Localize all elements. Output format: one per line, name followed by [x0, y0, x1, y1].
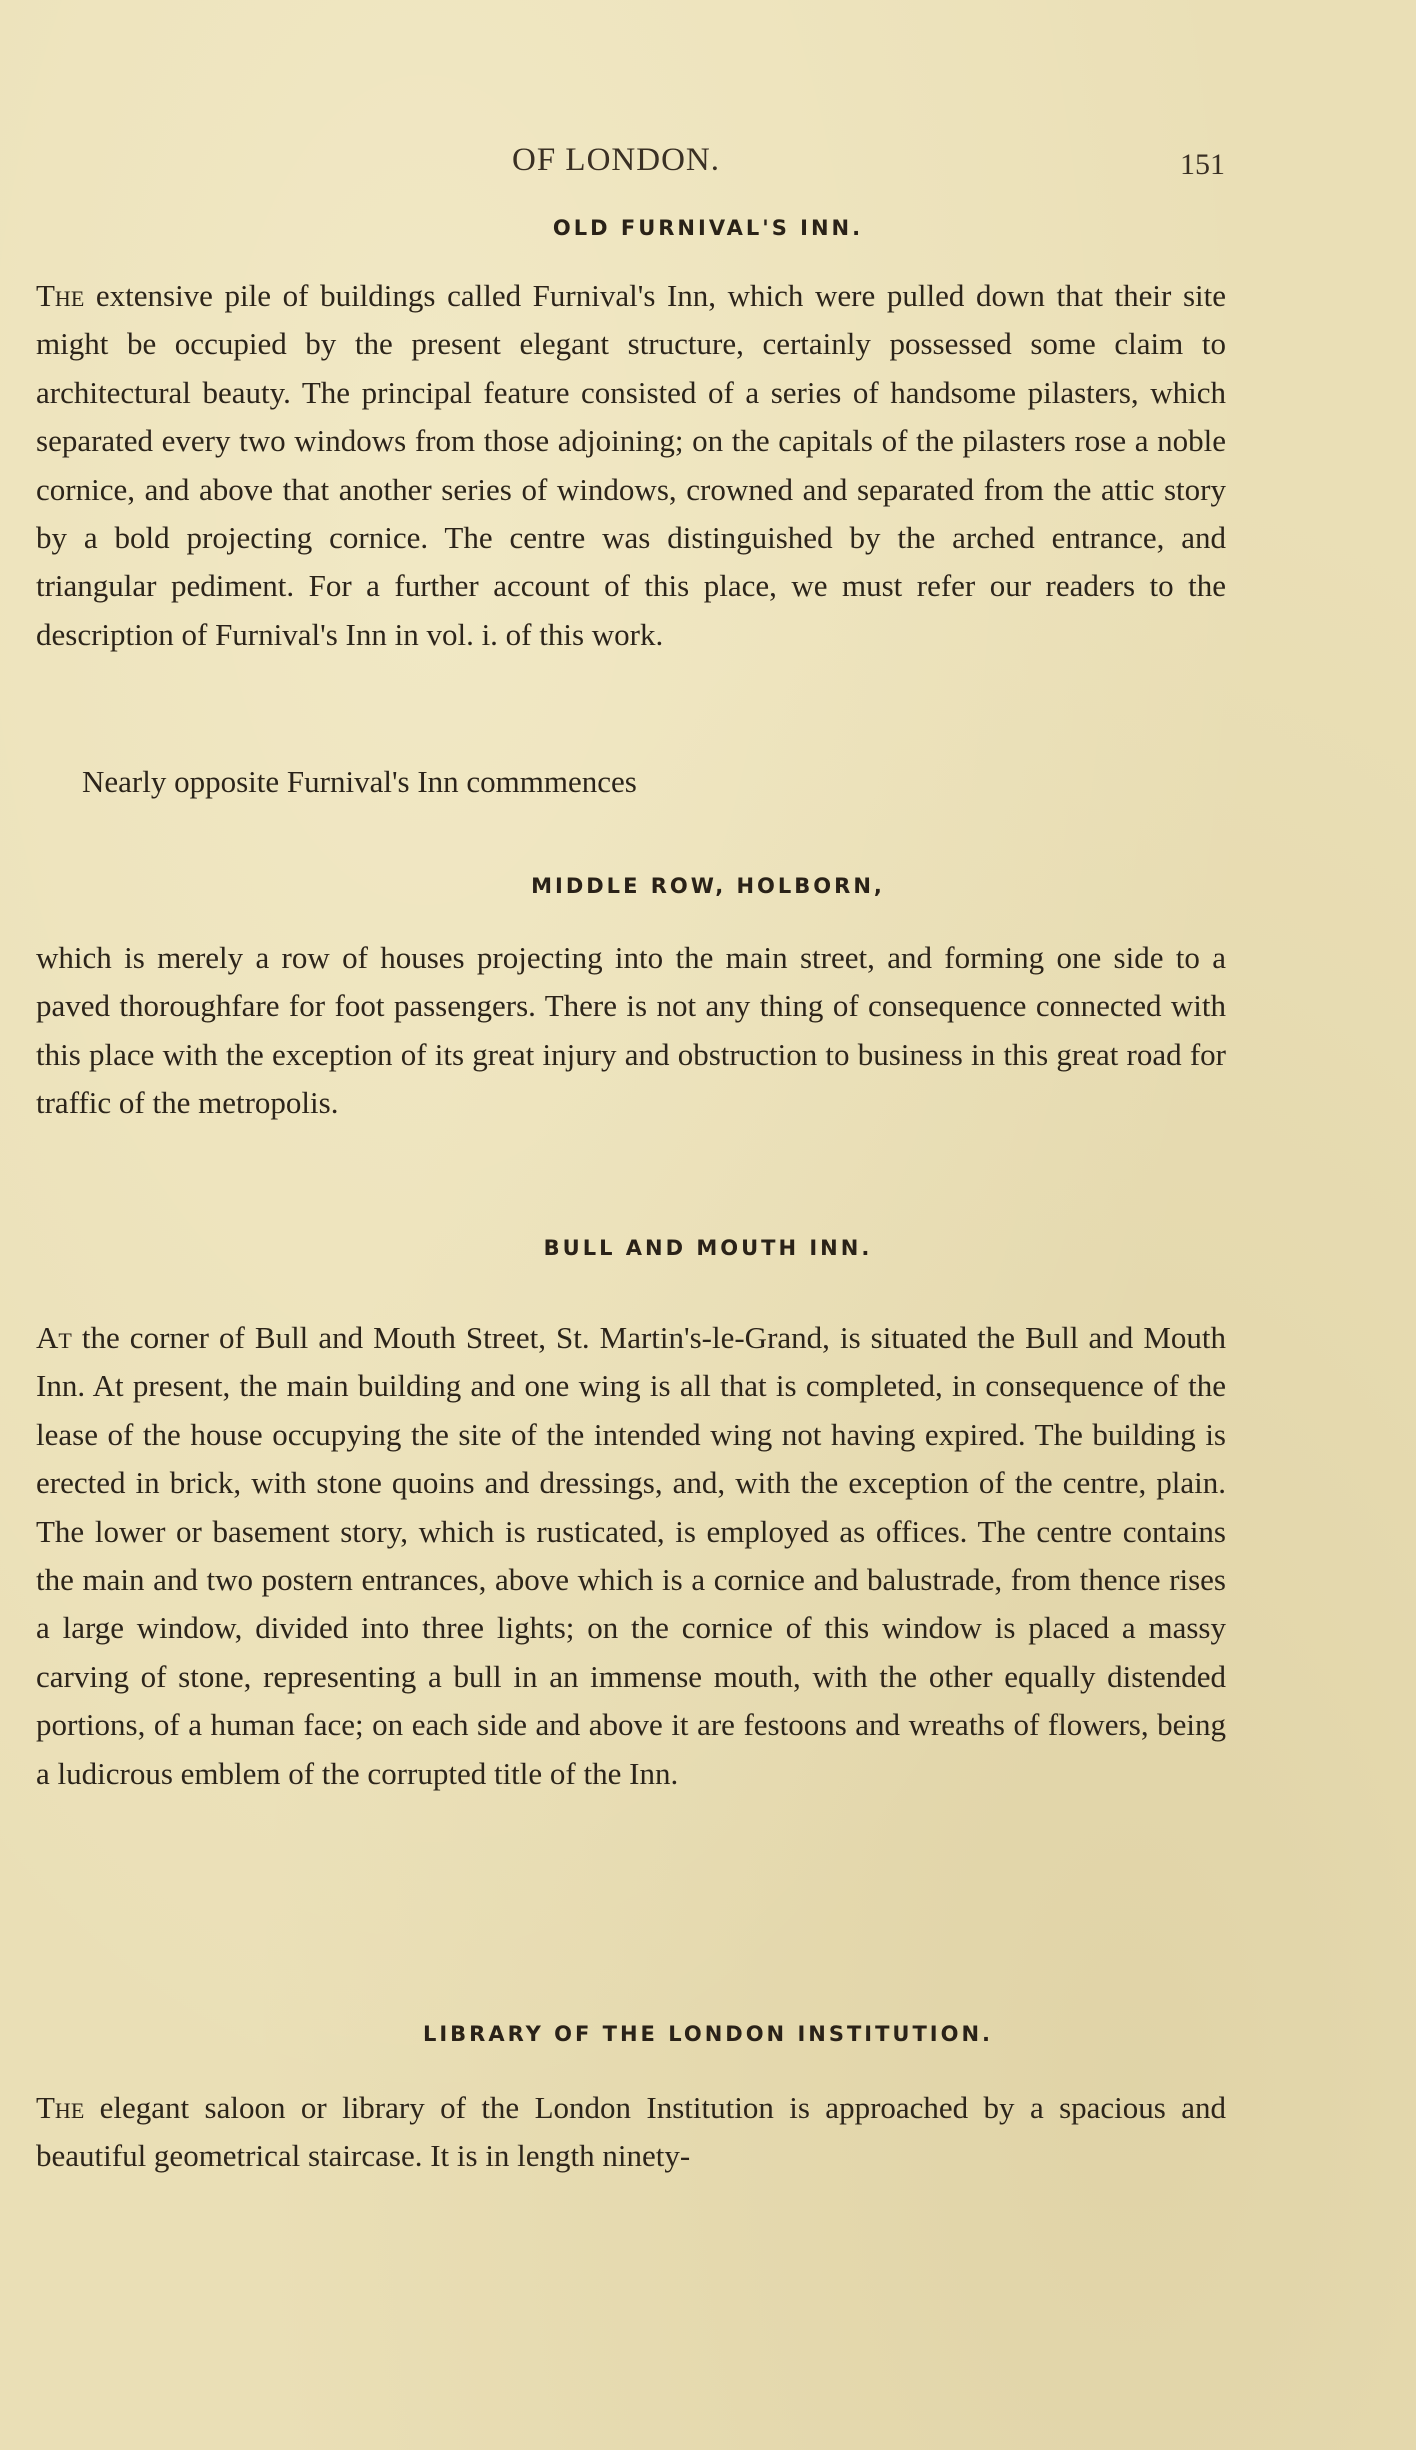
- paragraph-text: elegant saloon or library of the London Institution is approached by a spacious and beautiful geometrical staircase. It is in length ninety-: [36, 2090, 1226, 2174]
- heading-library-london-institution: LIBRARY OF THE LONDON INSTITUTION.: [422, 2022, 994, 2046]
- heading-old-furnivals-inn: OLD FURNIVAL'S INN.: [552, 216, 864, 240]
- paragraph-bull-and-mouth-inn: [36, 1314, 1226, 1798]
- running-head: [0, 142, 1416, 186]
- paragraph-old-furnivals-inn: [36, 272, 1226, 659]
- paragraph-text: which is merely a row of houses projecting into the main street, and forming one side to a paved thoroughfare for foot passengers. There is not any thing of consequence connected with this place with the exception of its great injury and obstruction to business in this great road for traffic of the metropolis.: [36, 940, 1226, 1121]
- heading-middle-row-holborn: MIDDLE ROW, HOLBORN,: [531, 874, 885, 898]
- paragraph-text: the corner of Bull and Mouth Street, St. Martin's-le-Grand, is situated the Bull and Mouth Inn. At present, the main building and one wing is all that is completed, in consequence of the lease of the house occupying the site of the intended wing not having expired. The building is erected in brick, with stone quoins and dressings, and, with the exception of the centre, plain. The lower or basement story, which is rusticated, is employed as offices. The centre contains the main and two postern entrances, above which is a cornice and balustrade, from thence rises a large window, divided into three lights; on the cornice of this window is placed a massy carving of stone, representing a bull in an immense mouth, with the other equally distended portions, of a human face; on each side and above it are festoons and wreaths of flowers, being a ludicrous emblem of the corrupted title of the Inn.: [36, 1320, 1227, 1791]
- paragraph-text: extensive pile of buildings called Furnival's Inn, which were pulled down that their site might be occupied by the present elegant structure, certainly possessed some claim to architectural beauty. The principal feature consisted of a series of handsome pilasters, which separated every two windows from those adjoining; on the capitals of the pilasters rose a noble cornice, and above that another series of windows, crowned and separated from the attic story by a bold projecting cornice. The centre was distinguished by the arched entrance, and triangular pediment. For a further account of this place, we must refer our readers to the description of Furnival's Inn in vol. i. of this work.: [36, 278, 1226, 652]
- heading-bull-and-mouth-inn: BULL AND MOUTH INN.: [543, 1236, 873, 1260]
- paragraph-middle-row-holborn: [36, 934, 1226, 1128]
- first-word: The: [36, 278, 85, 313]
- running-title: OF LONDON.: [512, 142, 720, 178]
- continuation-line: Nearly opposite Furnival's Inn commmences: [82, 764, 637, 799]
- paragraph-library-london-institution: [36, 2084, 1226, 2181]
- first-word: At: [36, 1320, 72, 1355]
- first-word: The: [36, 2090, 85, 2125]
- page-number: 151: [1180, 148, 1225, 181]
